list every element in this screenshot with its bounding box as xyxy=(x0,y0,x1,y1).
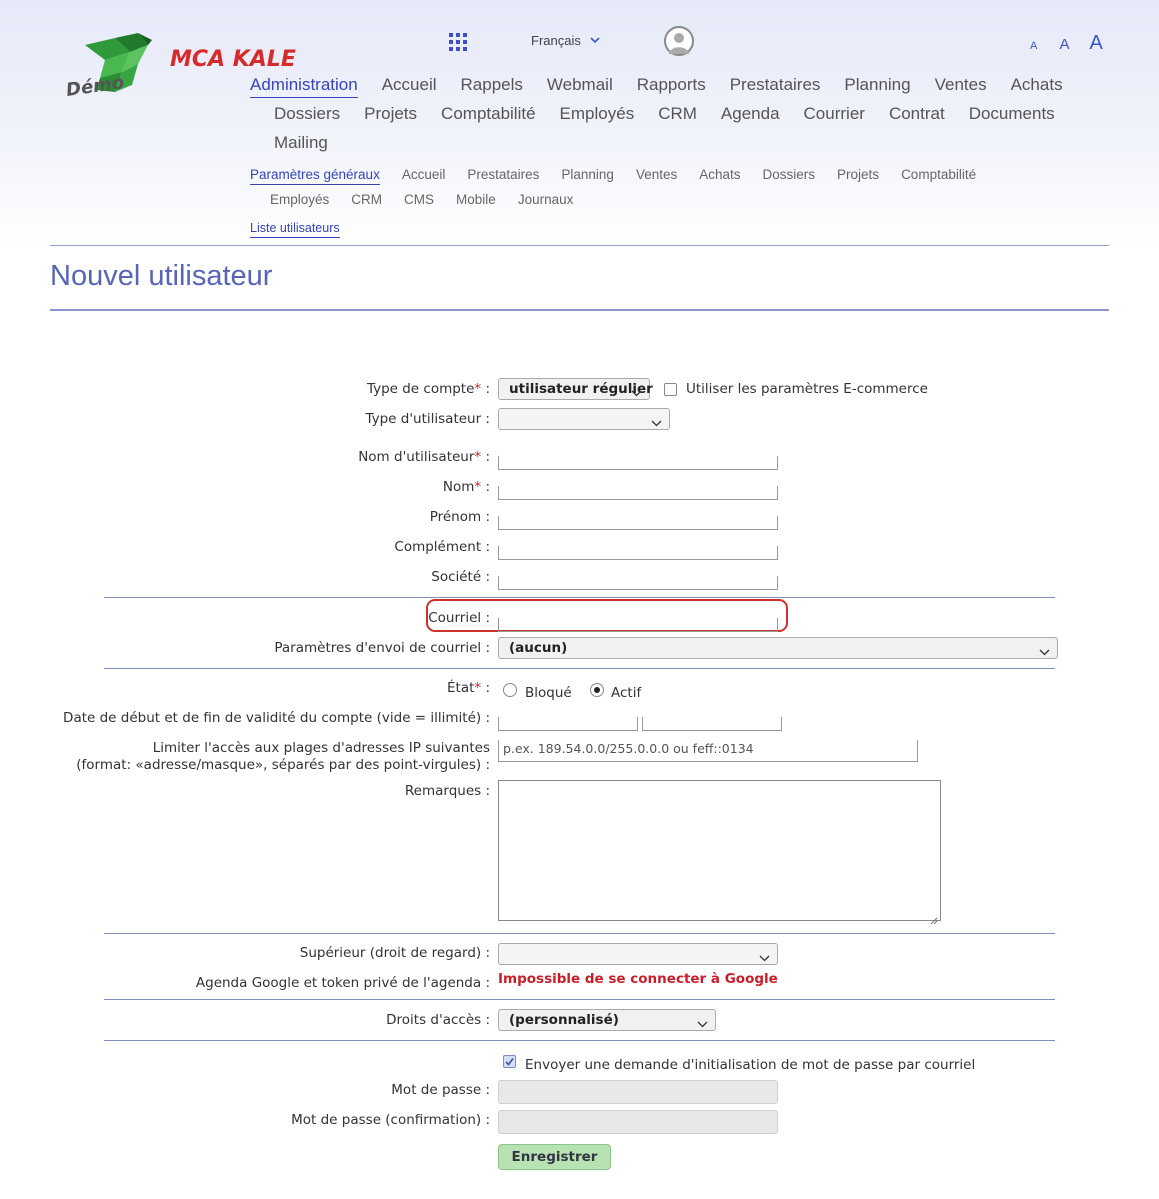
resize-grip-icon[interactable] xyxy=(930,910,938,918)
nav-item-crm[interactable]: CRM xyxy=(658,104,697,123)
subnav-item-planning[interactable]: Planning xyxy=(561,167,614,182)
nav-item-rappels[interactable]: Rappels xyxy=(460,75,523,94)
chevron-down-icon xyxy=(631,385,642,401)
email-settings-label: Paramètres d'envoi de courriel : xyxy=(274,640,490,656)
nav-item-rapports[interactable]: Rapports xyxy=(636,75,706,94)
nav-item-dossiers[interactable]: Dossiers xyxy=(274,104,341,123)
nav-item-mailing[interactable]: Mailing xyxy=(274,133,328,152)
nav-item-contrat[interactable]: Contrat xyxy=(888,104,945,123)
ecommerce-label: Utiliser les paramètres E-commerce xyxy=(686,381,928,397)
email-settings-value: (aucun) xyxy=(509,640,568,656)
subnav-item-dossiers[interactable]: Dossiers xyxy=(762,167,816,182)
password-confirm-input[interactable] xyxy=(498,1110,778,1134)
validity-start-input[interactable] xyxy=(498,717,638,731)
chevron-down-icon xyxy=(759,950,770,966)
section-divider xyxy=(104,668,1055,669)
password-reset-checkbox[interactable] xyxy=(503,1055,516,1068)
access-rights-select[interactable] xyxy=(498,1009,716,1031)
language-selector[interactable] xyxy=(531,32,600,48)
font-size-large-button[interactable]: A xyxy=(1089,32,1103,54)
language-label: Français xyxy=(531,33,581,48)
email-label: Courriel : xyxy=(428,610,490,626)
nav-item-planning[interactable]: Planning xyxy=(844,75,911,94)
title-divider xyxy=(50,309,1109,311)
state-active-label: Actif xyxy=(611,685,642,701)
checkmark-icon xyxy=(504,1056,515,1067)
ip-ranges-placeholder: p.ex. 189.54.0.0/255.0.0.0 ou feff::0134 xyxy=(503,741,754,756)
nav-item-employes[interactable]: Employés xyxy=(559,104,635,123)
section-divider xyxy=(104,597,1055,598)
logo-mca-text: MCA KALE xyxy=(170,47,296,72)
company-label: Société : xyxy=(431,569,490,585)
subnav-item-employes[interactable]: Employés xyxy=(270,192,330,207)
password-confirm-label: Mot de passe (confirmation) : xyxy=(291,1112,490,1128)
subnav-item-prestataires[interactable]: Prestataires xyxy=(467,167,540,182)
subnav-item-parametres-generaux[interactable]: Paramètres généraux xyxy=(250,167,380,185)
nav-item-projets[interactable]: Projets xyxy=(364,104,418,123)
complement-input[interactable] xyxy=(498,546,778,560)
password-label: Mot de passe : xyxy=(391,1082,490,1098)
grid-icon[interactable] xyxy=(449,33,467,51)
ip-ranges-input[interactable] xyxy=(498,740,918,762)
nav-item-comptabilite[interactable]: Comptabilité xyxy=(441,104,536,123)
sub-nav xyxy=(250,167,1070,217)
state-blocked-radio[interactable] xyxy=(503,683,517,697)
remarks-label: Remarques : xyxy=(404,783,490,799)
chevron-down-icon xyxy=(651,415,662,431)
chevron-down-icon xyxy=(590,32,600,47)
password-reset-label: Envoyer une demande d'initialisation de mot de passe par courriel xyxy=(525,1057,976,1073)
main-nav xyxy=(250,75,1090,162)
subnav-item-journaux[interactable]: Journaux xyxy=(517,192,574,207)
nav-item-agenda[interactable]: Agenda xyxy=(720,104,780,123)
account-type-select[interactable] xyxy=(498,378,653,400)
user-type-select[interactable] xyxy=(498,408,670,430)
mca-kale-logo[interactable] xyxy=(60,30,296,105)
state-label: État* : xyxy=(447,680,490,696)
nav-item-courrier[interactable]: Courrier xyxy=(803,104,865,123)
lastname-input[interactable] xyxy=(498,486,778,500)
firstname-label: Prénom : xyxy=(429,509,490,525)
section-divider xyxy=(104,1040,1055,1041)
subnav-item-crm[interactable]: CRM xyxy=(351,192,383,207)
nav-item-achats[interactable]: Achats xyxy=(1010,75,1063,94)
lastname-label: Nom* : xyxy=(442,479,490,495)
firstname-input[interactable] xyxy=(498,516,778,530)
state-active-radio[interactable] xyxy=(590,683,604,697)
subnav-item-achats[interactable]: Achats xyxy=(699,167,741,182)
google-agenda-status: Impossible de se connecter à Google xyxy=(498,971,778,987)
account-type-label: Type de compte* : xyxy=(366,381,490,397)
subnav-item-ventes[interactable]: Ventes xyxy=(635,167,678,182)
company-input[interactable] xyxy=(498,576,778,590)
nav-item-ventes[interactable]: Ventes xyxy=(934,75,987,94)
supervisor-select[interactable] xyxy=(498,943,778,965)
username-label: Nom d'utilisateur* : xyxy=(358,449,490,465)
nav-item-webmail[interactable]: Webmail xyxy=(546,75,613,94)
nav-item-liste-utilisateurs[interactable]: Liste utilisateurs xyxy=(250,221,340,238)
chevron-down-icon xyxy=(1039,644,1050,660)
nav-item-administration[interactable]: Administration xyxy=(250,75,358,98)
save-button[interactable]: Enregistrer xyxy=(498,1144,611,1170)
subnav-item-cms[interactable]: CMS xyxy=(404,192,435,207)
user-avatar-icon[interactable] xyxy=(664,26,694,56)
section-divider xyxy=(104,933,1055,934)
font-size-small-button[interactable]: A xyxy=(1030,40,1038,52)
font-size-medium-button[interactable]: A xyxy=(1059,36,1070,53)
user-type-label: Type d'utilisateur : xyxy=(365,411,490,427)
subnav-item-projets[interactable]: Projets xyxy=(837,167,880,182)
remarks-textarea[interactable] xyxy=(498,780,941,921)
password-input[interactable] xyxy=(498,1080,778,1104)
access-rights-label: Droits d'accès : xyxy=(386,1012,490,1028)
subnav-item-comptabilite[interactable]: Comptabilité xyxy=(901,167,977,182)
header-divider xyxy=(50,245,1109,246)
complement-label: Complément : xyxy=(394,539,490,555)
validity-label: Date de début et de fin de validité du compte (vide = illimité) : xyxy=(63,710,490,726)
chevron-down-icon xyxy=(697,1016,708,1032)
state-blocked-label: Bloqué xyxy=(525,685,572,701)
font-size-controls xyxy=(1030,32,1103,55)
nav-item-prestataires[interactable]: Prestataires xyxy=(729,75,821,94)
google-agenda-label: Agenda Google et token privé de l'agenda : xyxy=(195,975,490,991)
validity-end-input[interactable] xyxy=(642,717,782,731)
email-input[interactable] xyxy=(498,618,778,632)
supervisor-label: Supérieur (droit de regard) : xyxy=(299,945,490,961)
third-nav xyxy=(250,221,340,235)
username-input[interactable] xyxy=(498,456,778,470)
logo-demo-text: Démo xyxy=(64,72,126,101)
ecommerce-checkbox[interactable] xyxy=(664,383,677,396)
subnav-item-mobile[interactable]: Mobile xyxy=(456,192,496,207)
subnav-item-accueil[interactable]: Accueil xyxy=(401,167,446,182)
page-title: Nouvel utilisateur xyxy=(50,260,273,292)
email-settings-select[interactable] xyxy=(498,637,1058,659)
access-rights-value: (personnalisé) xyxy=(509,1012,619,1028)
ip-ranges-label: Limiter l'accès aux plages d'adresses IP suivantes (format: «adresse/masque», séparés par des point-virgules) : xyxy=(76,740,490,773)
section-divider xyxy=(104,999,1055,1000)
nav-item-documents[interactable]: Documents xyxy=(968,104,1055,123)
account-type-value: utilisateur régulier xyxy=(509,381,653,397)
nav-item-accueil[interactable]: Accueil xyxy=(381,75,437,94)
